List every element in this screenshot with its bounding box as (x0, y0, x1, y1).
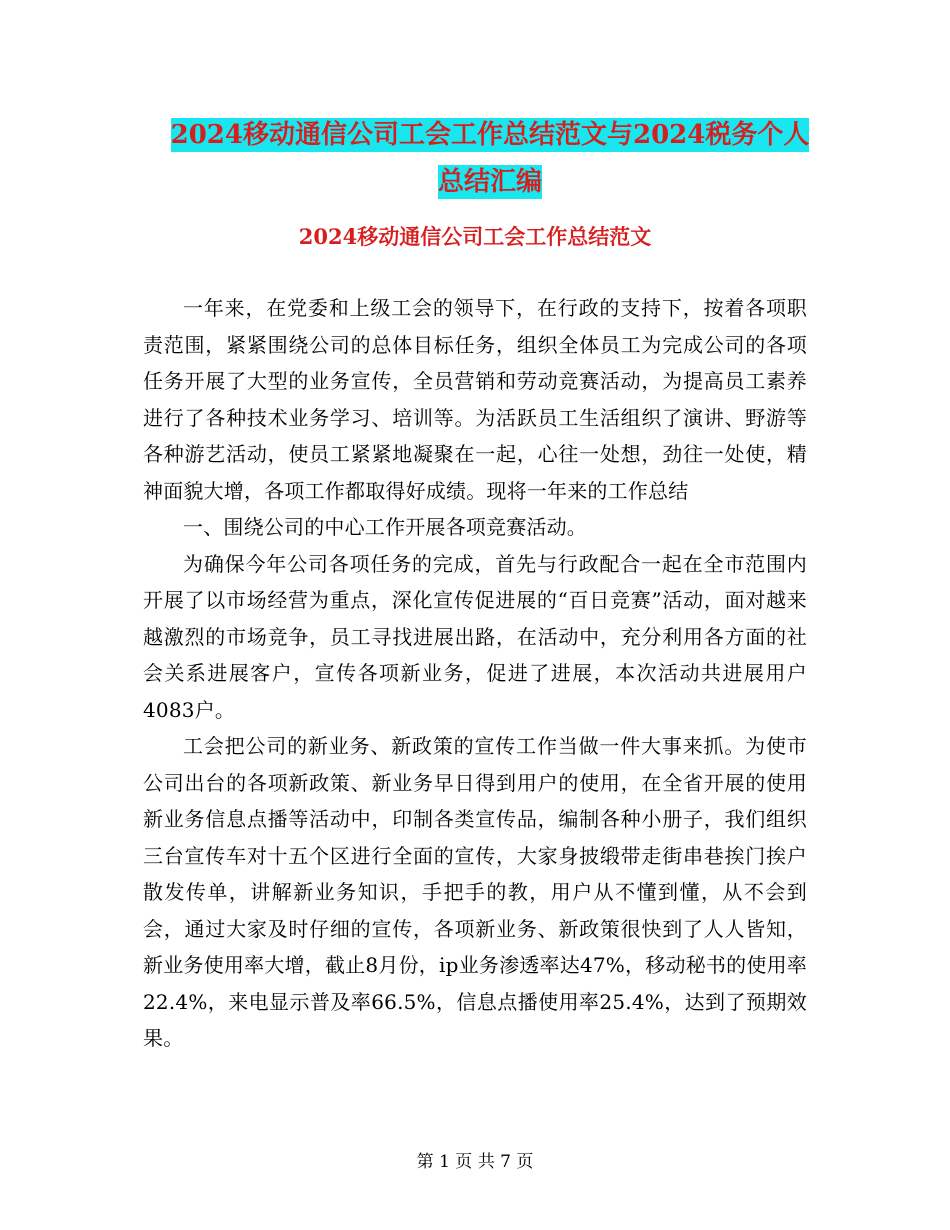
body-content (143, 290, 807, 1057)
document-title (140, 112, 840, 206)
title-line-2: 总结汇编 (437, 167, 542, 197)
paragraph-competition: 为确保今年公司各项任务的完成，首先与行政配合一起在全市范围内开展了以市场经营为重点，深化宣传促进展的“百日竞赛”活动，面对越来越激烈的市场竞争，员工寻找进展出路，在活动中，充分利用各方面的社会关系进展客户，宣传各项新业务，促进了进展，本次活动共进展用户4083户。 (143, 551, 807, 722)
paragraph-promotion: 工会把公司的新业务、新政策的宣传工作当做一件大事来抓。为使市公司出台的各项新政策、新业务早日得到用户的使用，在全省开展的使用新业务信息点播等活动中，印制各类宣传品，编制各种小册子，我们组织三台宣传车对十五个区进行全面的宣传，大家身披缎带走街串巷挨门挨户散发传单，讲解新业务知识，手把手的教，用户从不懂到懂，从不会到会，通过大家及时仔细的宣传，各项新业务、新政策很快到了人人皆知，新业务使用率大增，截止8月份，ip业务渗透率达47%，移动秘书的使用率22.4%，来电显示普及率66.5%，信息点播使用率25.4%，达到了预期效果。 (143, 734, 807, 1050)
section-title: 2024移动通信公司工会工作总结范文 (298, 224, 652, 249)
title-line-1: 2024移动通信公司工会工作总结范文与2024税务个人 (170, 120, 810, 150)
paragraph-intro: 一年来，在党委和上级工会的领导下，在行政的支持下，按着各项职责范围，紧紧围绕公司的总体目标任务，组织全体员工为完成公司的各项任务开展了大型的业务宣传，全员营销和劳动竞赛活动，为提高员工素养进行了各种技术业务学习、培训等。为活跃员工生活组织了演讲、野游等各种游艺活动，使员工紧紧地凝聚在一起，心往一处想，劲往一处使，精神面貌大增，各项工作都取得好成绩。现将一年来的工作总结 (143, 296, 807, 503)
title-highlight (171, 118, 810, 199)
page-number-footer: 第 1 页 共 7 页 (416, 1152, 534, 1172)
paragraph-heading-1: 一、围绕公司的中心工作开展各项竞赛活动。 (183, 515, 587, 539)
